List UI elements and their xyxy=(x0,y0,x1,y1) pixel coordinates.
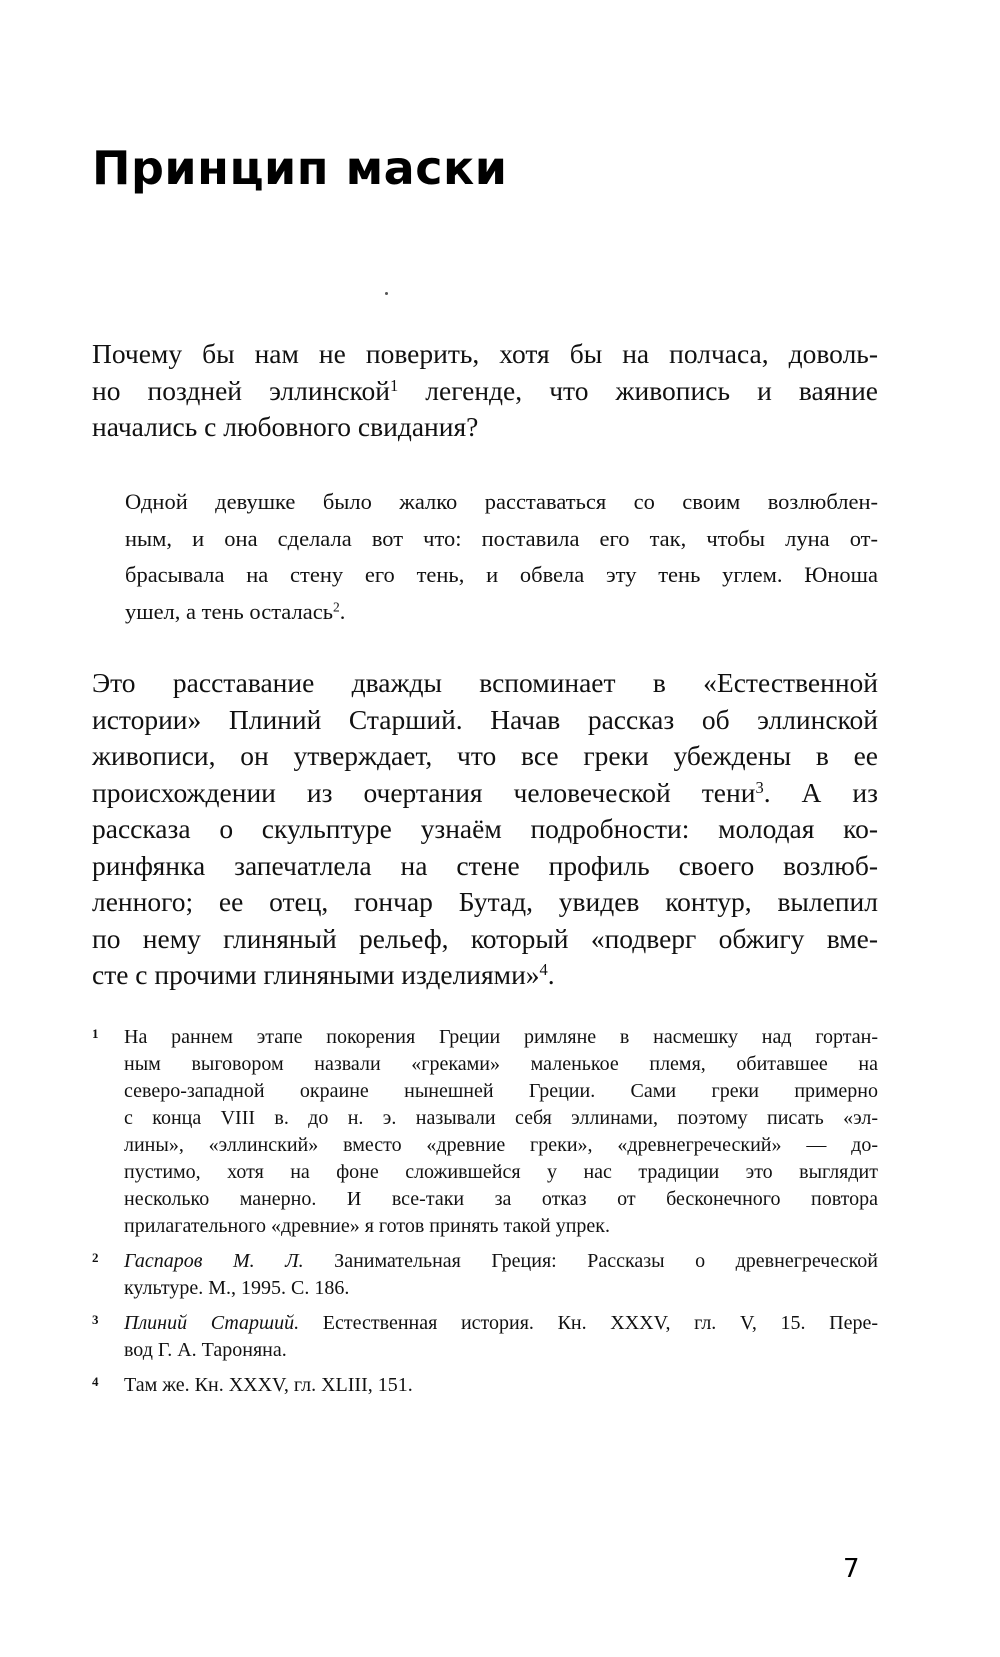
main-paragraph xyxy=(92,665,878,994)
footnote-line: культуре. М., 1995. С. 186. xyxy=(124,1277,350,1299)
intro-paragraph xyxy=(92,336,878,446)
footnote-number: 1 xyxy=(92,1026,99,1041)
footnote-line: ным выговором назвали «греками» маленькое племя, обитавшее на xyxy=(124,1053,878,1075)
text-fragment: Естественная история. Кн. XXXV, гл. V, 15. Пере- xyxy=(299,1312,878,1334)
footnote-3 xyxy=(92,1310,878,1364)
footnote-line: прилагательного «древние» я готов принять такой упрек. xyxy=(124,1215,611,1237)
page-number: 7 xyxy=(843,1554,860,1584)
text-line xyxy=(92,775,878,812)
text-line: начались с любовного свидания? xyxy=(92,411,479,442)
quote-line: брасывала на стену его тень, и обвела эту тень углем. Юноша xyxy=(125,562,878,587)
text-line: живописи, он утверждает, что все греки убеждены в ее xyxy=(92,740,878,771)
footnote-line: Там же. Кн. XXXV, гл. XLIII, 151. xyxy=(124,1374,413,1396)
footnote-line: вод Г. А. Тароняна. xyxy=(124,1339,287,1361)
footnote-line: пустимо, хотя на фоне сложившейся у нас традиции это выглядит xyxy=(124,1161,878,1183)
text-fragment: Занимательная Греция: Рассказы о древнегреческой xyxy=(303,1250,878,1272)
footnote-number: 3 xyxy=(92,1312,99,1327)
footnote-2 xyxy=(92,1248,878,1302)
footnotes-section xyxy=(92,1024,878,1407)
text-line: Почему бы нам не поверить, хотя бы на полчаса, доволь- xyxy=(92,338,878,369)
text-line: истории» Плиний Старший. Начав рассказ об эллинской xyxy=(92,703,878,735)
text-fragment: ушел, а тень осталась xyxy=(125,598,333,624)
footnote-line: несколько манерно. И все-таки за отказ от бесконечного повтора xyxy=(124,1188,878,1210)
text-line xyxy=(92,373,878,410)
text-line xyxy=(92,957,878,994)
footnote-ref[interactable]: 2 xyxy=(332,599,340,615)
text-fragment: сте с прочими глиняными изделиями» xyxy=(92,959,540,990)
text-fragment: легенде, что живопись и ваяние xyxy=(425,374,878,406)
text-fragment: . xyxy=(547,959,555,990)
footnote-line: северо-западной окраине нынешней Греции. Сами греки примерно xyxy=(124,1080,878,1102)
text-line: рассказа о скульптуре узнаём подробности: молодая ко- xyxy=(92,813,878,844)
quote-line: Одной девушке было жалко расставаться со своим возлюблен- xyxy=(125,489,878,514)
footnote-line xyxy=(124,1310,878,1337)
footnote-1 xyxy=(92,1024,878,1240)
chapter-title: Принцип маски xyxy=(92,141,508,195)
quote-line: ным, и она сделала вот что: поставила его так, чтобы луна от- xyxy=(125,525,878,551)
text-line: Это расставание дважды вспоминает в «Естественной xyxy=(92,667,878,698)
footnote-ref[interactable]: 1 xyxy=(389,375,399,395)
text-line: ринфянка запечатлела на стене профиль своего возлюб- xyxy=(92,849,878,881)
footnote-ref[interactable]: 4 xyxy=(539,959,548,979)
footnote-author: Гаспаров М. Л. xyxy=(124,1250,304,1272)
footnote-line: лины», «эллинский» вместо «древние греки», «древнегреческий» — до- xyxy=(124,1134,878,1156)
footnote-line: На раннем этапе покорения Греции римляне в насмешку над гортан- xyxy=(124,1026,878,1048)
text-fragment: . xyxy=(339,598,346,624)
text-line: ленного; ее отец, гончар Бутад, увидев контур, вылепил xyxy=(92,886,878,917)
quote-line xyxy=(125,594,878,631)
text-line: по нему глиняный рельеф, который «подверг обжигу вме- xyxy=(92,922,878,954)
text-fragment: . А из xyxy=(763,776,878,808)
footnote-line xyxy=(124,1248,878,1275)
text-fragment: но поздней эллинской xyxy=(92,374,390,406)
footnote-number: 2 xyxy=(92,1250,99,1265)
footnote-number: 4 xyxy=(92,1374,99,1389)
footnote-ref[interactable]: 3 xyxy=(755,777,764,797)
footnote-author: Плиний Старший. xyxy=(124,1312,300,1334)
footnote-4 xyxy=(92,1372,878,1399)
text-fragment: происхождении из очертания человеческой тени xyxy=(92,776,756,808)
footnote-line: с конца VIII в. до н. э. называли себя эллинами, поэтому писать «эл- xyxy=(124,1107,878,1129)
print-speck xyxy=(385,292,388,295)
block-quote xyxy=(125,484,878,630)
